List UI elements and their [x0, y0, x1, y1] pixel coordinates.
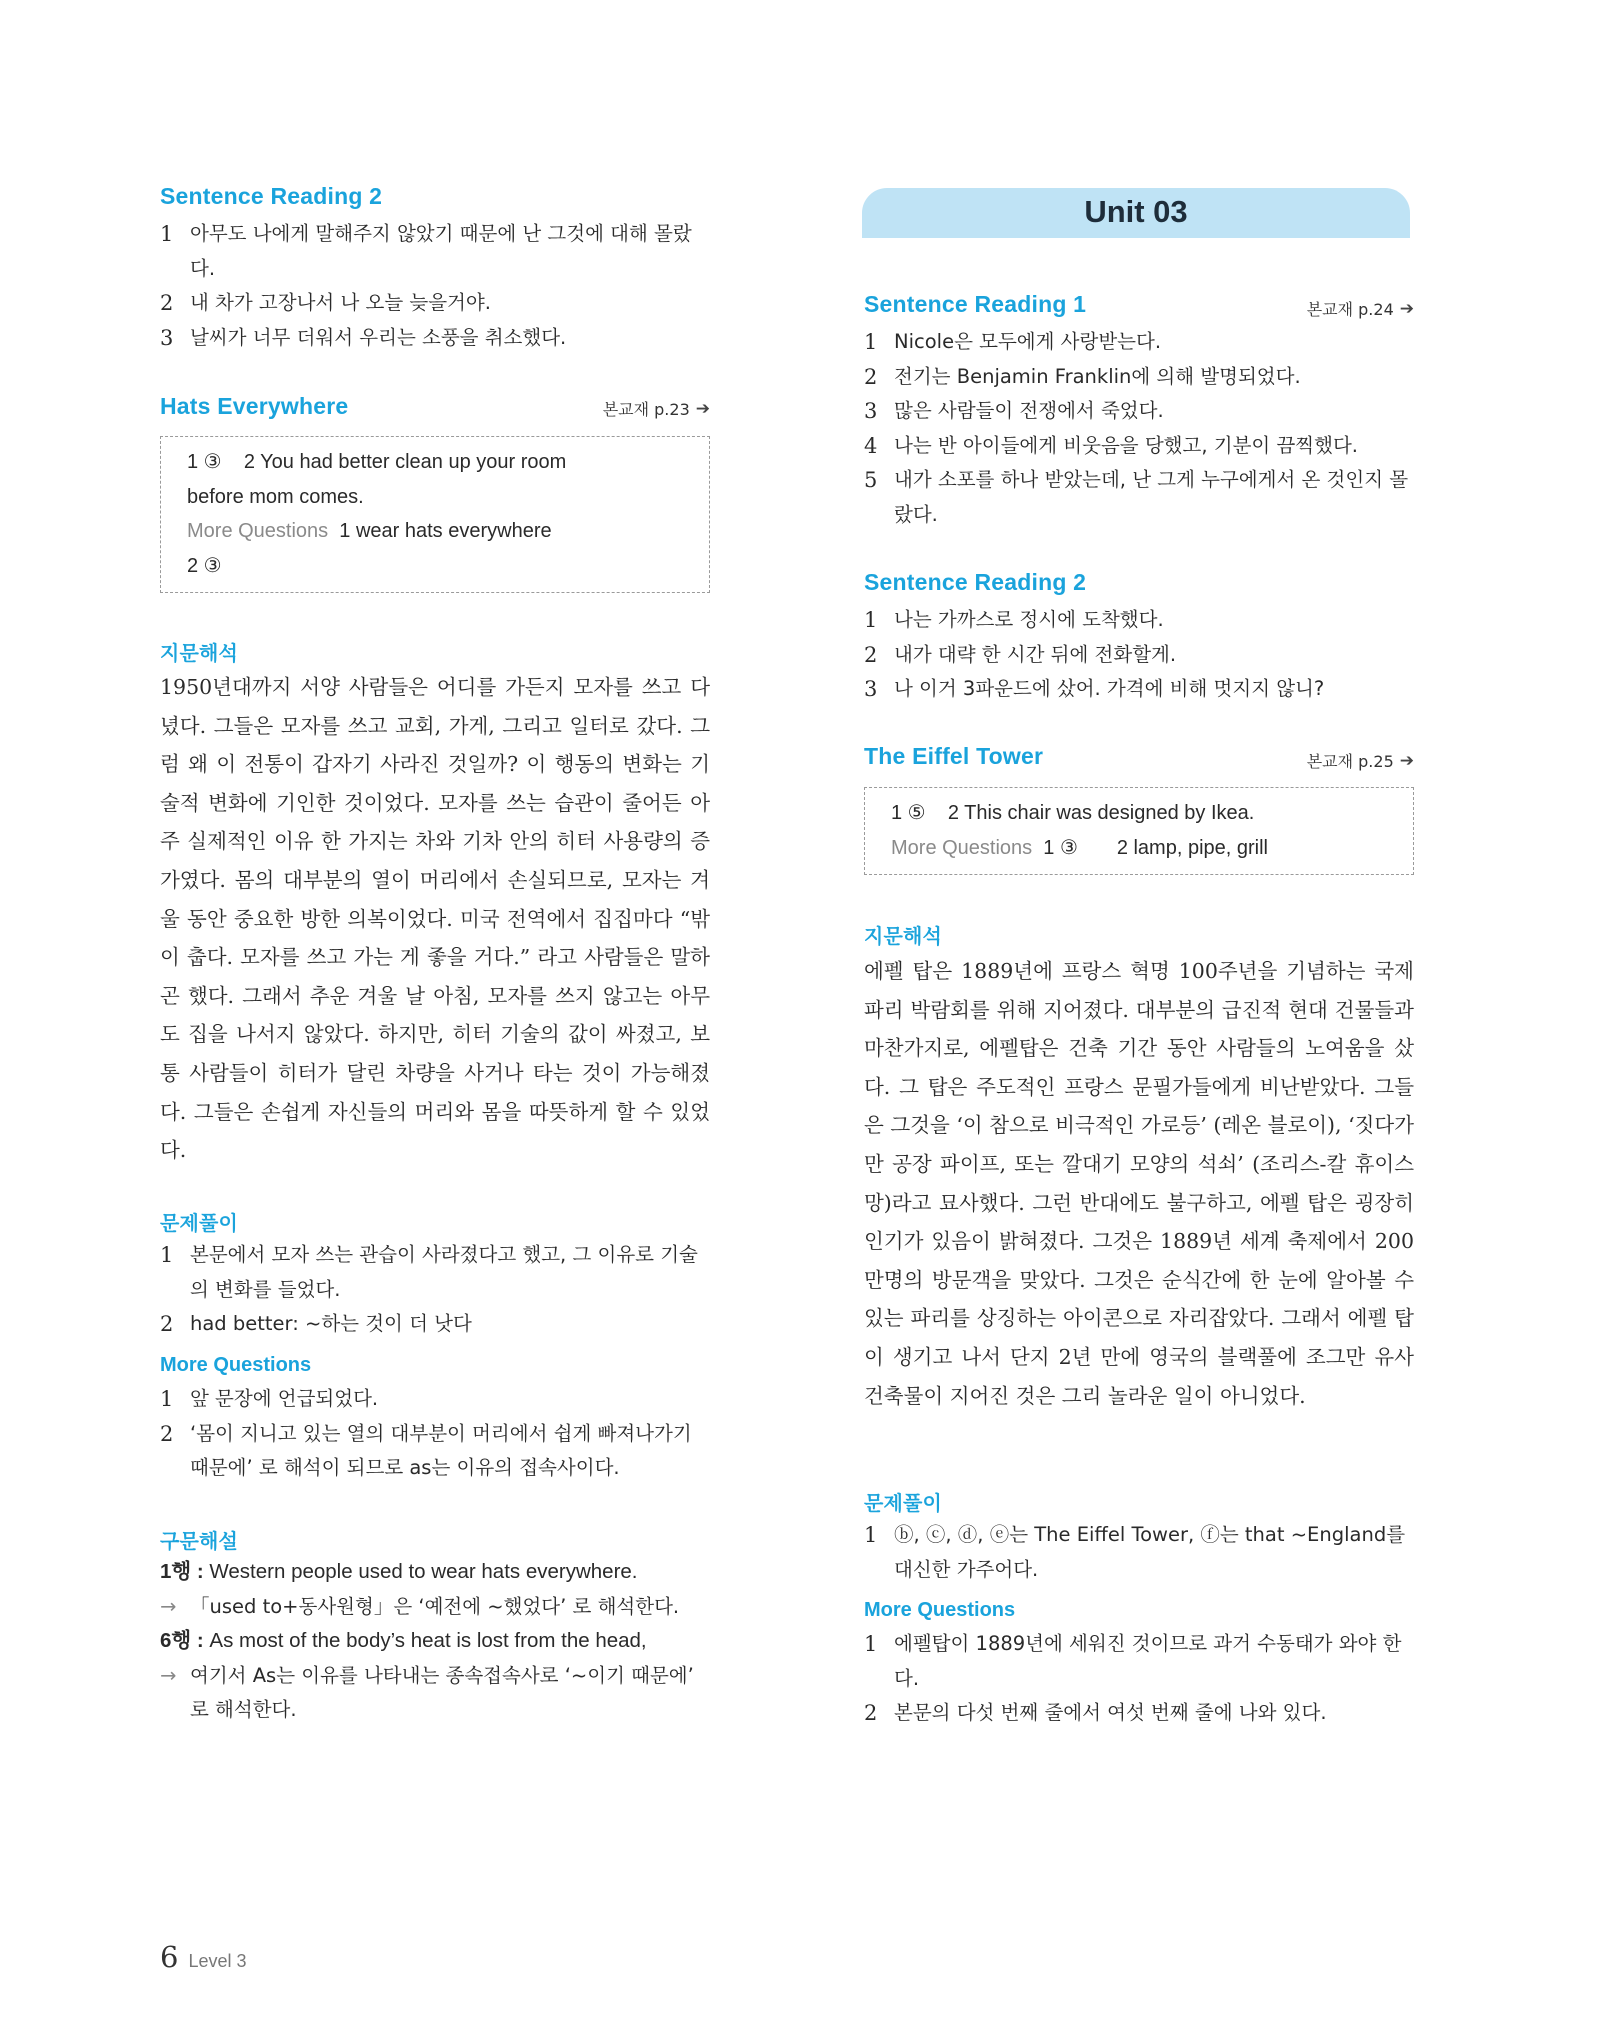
- grammar-sentence: Western people used to wear hats everywhere.: [203, 1560, 638, 1583]
- item-text: 앞 문장에 언급되었다.: [190, 1387, 379, 1410]
- item-number: 1: [160, 1243, 174, 1267]
- list-item: [160, 286, 710, 321]
- item-text: 내 차가 고장나서 나 오늘 늦을거야.: [190, 291, 491, 314]
- pageref-text: 본교재 p.25: [1306, 752, 1394, 771]
- item-text: 전기는 Benjamin Franklin에 의해 발명되었다.: [894, 364, 1301, 388]
- page-footer: [160, 1940, 247, 1974]
- grammar-sentence: As most of the body’s heat is lost from the head,: [203, 1629, 647, 1652]
- list-item: [864, 429, 1414, 464]
- more-questions-list: [864, 1627, 1414, 1731]
- arrow-right-icon: ➔: [1399, 750, 1414, 771]
- list-item: [160, 1382, 710, 1417]
- item-number: 4: [864, 433, 878, 458]
- eiffel-answer-box: [864, 787, 1414, 875]
- explanation-text: 여기서 As는 이유를 나타내는 종속접속사로 ‘~이기 때문에’ 로 해석한다.: [190, 1663, 694, 1721]
- list-item: [864, 638, 1414, 673]
- translation-title: 지문해석: [864, 926, 943, 948]
- hats-pageref: [603, 397, 710, 420]
- answer-2: 2 This chair was designed by Ikea.: [947, 802, 1255, 824]
- list-item: [864, 1518, 1414, 1587]
- list-item: [160, 217, 710, 286]
- sentence-reading-1-list: [864, 325, 1414, 532]
- sentence-reading-2-list: [160, 217, 710, 355]
- solution-title: 문제풀이: [160, 1213, 239, 1235]
- item-text: ‘몸이 지니고 있는 열의 대부분이 머리에서 쉽게 빠져나가기 때문에’ 로 해석이 되므로 as는 이유의 접속사이다.: [190, 1421, 692, 1479]
- item-number: 1: [864, 1523, 878, 1547]
- item-number: 2: [160, 1312, 174, 1336]
- item-number: 1: [864, 1632, 878, 1656]
- mq-answer-1: 1 ③: [1043, 836, 1078, 859]
- answer-1: 1 ③: [187, 451, 222, 473]
- list-item: [160, 1238, 710, 1307]
- item-number: 3: [160, 325, 174, 350]
- list-item: [160, 1417, 710, 1486]
- item-number: 2: [864, 364, 878, 389]
- solution-title: 문제풀이: [864, 1493, 943, 1515]
- line-ref: 6행 :: [160, 1629, 204, 1652]
- item-text: 내가 소포를 하나 받았는데, 난 그게 누구에게서 온 것인지 몰랐다.: [894, 468, 1409, 526]
- answer-line-2: before mom comes.: [187, 485, 364, 508]
- answer-2: 2 You had better clean up your room: [243, 451, 567, 473]
- more-questions-list: [160, 1382, 710, 1486]
- item-text: 본문의 다섯 번째 줄에서 여섯 번째 줄에 나와 있다.: [894, 1701, 1327, 1724]
- list-item: [864, 672, 1414, 707]
- item-text: had better: ~하는 것이 더 낫다: [190, 1312, 472, 1335]
- translation-paragraph: 1950년대까지 서양 사람들은 어디를 가든지 모자를 쓰고 다녔다. 그들은 모자를 쓰고 교회, 가게, 그리고 일터로 갔다. 그럼 왜 이 전통이 갑자기 사라진 것일까? 이 행동의 변화는 기술적 변화에 기인한 것이었다. 모자를 쓰는 습관이 줄어든 아주 실제적인 이유 한 가지는 차와 기차 안의 히터 사용량의 증가였다. 몸의 대부분의 열이 머리에서 손실되므로, 모자는 겨울 동안 중요한 방한 의복이었다. 미국 전역에서 집집마다 “밖이 춥다. 모자를 쓰고 가는 게 좋을 거다.” 라고 사람들은 말하곤 했다. 그래서 추운 겨울 날 아침, 모자를 쓰지 않고는 아무도 집을 나서지 않았다. 하지만, 히터 기술의 값이 싸졌고, 보통 사람들이 히터가 달린 차량을 사거나 타는 것이 가능해졌다. 그들은 손쉽게 자신들의 머리와 몸을 따뜻하게 할 수 있었다.: [160, 675, 710, 1163]
- list-item: [160, 1307, 710, 1342]
- list-item: [864, 603, 1414, 638]
- sentence-reading-2-title: Sentence Reading 2: [864, 569, 1087, 595]
- arrow-right-icon: →: [160, 1663, 177, 1687]
- more-questions-label: More Questions: [187, 520, 329, 542]
- mq-answer-2: 2 ③: [187, 554, 222, 577]
- arrow-right-icon: ➔: [695, 398, 710, 419]
- item-number: 1: [864, 608, 878, 632]
- solution-list: [160, 1238, 710, 1342]
- item-text: ⓑ, ⓒ, ⓓ, ⓔ는 The Eiffel Tower, ⓕ는 that ~England를 대신한 가주어다.: [894, 1523, 1406, 1581]
- hats-answer-box: [160, 436, 710, 593]
- item-number: 3: [864, 399, 878, 423]
- list-item: [160, 321, 710, 356]
- more-questions-title: More Questions: [160, 1354, 312, 1376]
- grammar-line-2: [160, 1624, 710, 1659]
- sr1-pageref: [1307, 297, 1414, 320]
- item-text: 내가 대략 한 시간 뒤에 전화할게.: [894, 642, 1177, 666]
- item-number: 1: [864, 330, 878, 354]
- item-text: 많은 사람들이 전쟁에서 죽었다.: [894, 399, 1164, 422]
- unit-banner: [862, 188, 1410, 238]
- item-number: 1: [160, 1387, 174, 1411]
- explanation-text: 「used to+동사원형」은 ‘예전에 ~했었다’ 로 해석한다.: [190, 1594, 680, 1618]
- item-text: Nicole은 모두에게 사랑받는다.: [894, 330, 1162, 353]
- mq-answer-1: 1 wear hats everywhere: [339, 520, 552, 542]
- list-item: [864, 463, 1414, 532]
- item-text: 에펠탑이 1889년에 세워진 것이므로 과거 수동태가 와야 한다.: [894, 1632, 1402, 1690]
- list-item: [864, 325, 1414, 360]
- hats-everywhere-title: Hats Everywhere: [160, 393, 349, 419]
- arrow-right-icon: ➔: [1399, 298, 1414, 319]
- unit-title: Unit 03: [1084, 194, 1188, 229]
- translation-title: 지문해석: [160, 643, 239, 665]
- sentence-reading-2-title: Sentence Reading 2: [160, 183, 383, 209]
- grammar-line-1: [160, 1555, 710, 1590]
- item-number: 3: [864, 677, 878, 701]
- grammar-explanation-2: [160, 1659, 710, 1728]
- solution-list: [864, 1518, 1414, 1587]
- item-text: 나 이거 3파운드에 샀어. 가격에 비해 멋지지 않니?: [894, 677, 1325, 700]
- eiffel-tower-title: The Eiffel Tower: [864, 743, 1044, 769]
- translation-paragraph: 에펠 탑은 1889년에 프랑스 혁명 100주년을 기념하는 국제 파리 박람회를 위해 지어졌다. 대부분의 급진적 현대 건물들과 마찬가지로, 에펠탑은 건축 기간 동안 사람들의 노여움을 샀다. 그 탑은 주도적인 프랑스 문필가들에게 비난받았다. 그들은 그것을 ‘이 참으로 비극적인 가로등’ (레온 블로이), ‘짓다가 만 공장 파이프, 또는 깔대기 모양의 석쇠’ (조리스-칼 휴이스망)라고 묘사했다. 그런 반대에도 불구하고, 에펠 탑은 굉장히 인기가 있음이 밝혀졌다. 그것은 1889년 세계 축제에서 200만명의 방문객을 맞았다. 그것은 순식간에 한 눈에 알아볼 수 있는 파리를 상징하는 아이콘으로 자리잡았다. 그래서 에펠 탑이 생기고 나서 단지 2년 만에 영국의 블랙풀에 조그만 유사 건축물이 지어진 것은 그리 놀라운 일이 아니었다.: [864, 959, 1414, 1408]
- grammar-title: 구문해설: [160, 1531, 239, 1553]
- line-ref: 1행 :: [160, 1560, 204, 1583]
- list-item: [864, 1696, 1414, 1731]
- mq-answer-2: 2 lamp, pipe, grill: [1116, 836, 1268, 859]
- item-number: 2: [864, 1701, 878, 1725]
- list-item: [864, 360, 1414, 395]
- answer-line-1: [891, 796, 1387, 831]
- item-number: 2: [160, 1421, 174, 1446]
- answer-1: 1 ⑤: [891, 802, 926, 824]
- level-label: Level 3: [188, 1951, 247, 1971]
- list-item: [864, 394, 1414, 429]
- item-text: 본문에서 모자 쓰는 관습이 사라졌다고 했고, 그 이유로 기술의 변화를 들었다.: [190, 1243, 698, 1301]
- arrow-right-icon: →: [160, 1594, 177, 1618]
- pageref-text: 본교재 p.24: [1306, 300, 1394, 319]
- sentence-reading-1-title: Sentence Reading 1: [864, 291, 1087, 317]
- eiffel-pageref: [1307, 749, 1414, 772]
- more-questions-label: More Questions: [891, 836, 1033, 859]
- more-questions-line: [891, 831, 1387, 866]
- pageref-text: 본교재 p.23: [602, 400, 690, 419]
- answer-line-1: [187, 445, 683, 480]
- item-text: 아무도 나에게 말해주지 않았기 때문에 난 그것에 대해 몰랐다.: [190, 222, 692, 280]
- item-number: 2: [864, 642, 878, 667]
- more-questions-title: More Questions: [864, 1599, 1016, 1621]
- item-number: 2: [160, 291, 174, 315]
- grammar-notes: [160, 1555, 710, 1728]
- page-number: 6: [160, 1940, 179, 1974]
- item-number: 5: [864, 468, 878, 492]
- more-questions-line: [187, 514, 683, 549]
- item-text: 나는 가까스로 정시에 도착했다.: [894, 608, 1164, 631]
- item-text: 날씨가 너무 더워서 우리는 소풍을 취소했다.: [190, 325, 567, 349]
- grammar-explanation-1: [160, 1590, 710, 1625]
- item-text: 나는 반 아이들에게 비웃음을 당했고, 기분이 끔찍했다.: [894, 433, 1359, 457]
- list-item: [864, 1627, 1414, 1696]
- item-number: 1: [160, 222, 174, 246]
- sentence-reading-2-list: [864, 603, 1414, 707]
